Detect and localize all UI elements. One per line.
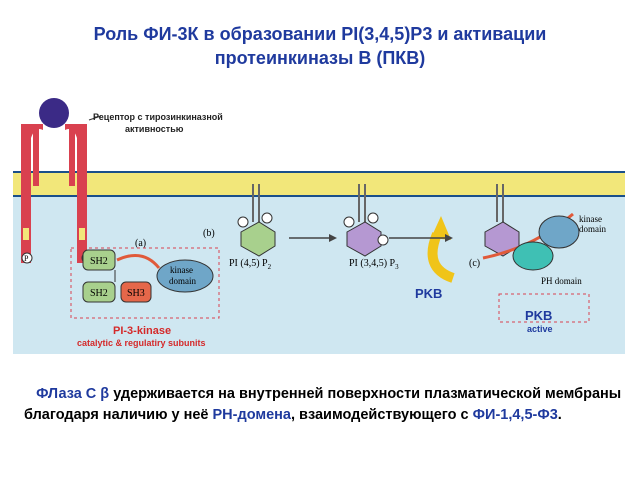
receptor-label-1: Рецептор с тирозинкиназной [93,112,223,122]
page-title [20,22,620,70]
sh3-label: SH3 [127,288,145,299]
sh2-bottom-label: SH2 [90,288,108,299]
caption-prefix: ФЛаза С β [36,386,114,402]
caption [24,384,624,426]
c-kinase-label-1: kinase [579,214,602,224]
pkb-kinase-domain [539,216,579,248]
pkb-active-sub-label: active [527,324,553,334]
diagram-svg [13,98,625,354]
pi3k-label: PI-3-kinase [113,325,172,337]
ligand-icon [39,98,69,128]
sh2-top-label: SH2 [90,256,108,267]
pkb-label: PKB [415,286,443,301]
phosphate-icon: P [24,254,29,263]
caption-part1: удерживается на внутренней поверхности плазматической мембраны благодаря наличию у неё [24,386,622,423]
caption-pip: ФИ-1,4,5-Ф3 [472,407,558,423]
title-line-1: Роль ФИ-3К в образовании PI(3,4,5)P3 и активации [93,24,547,44]
kinase-label-1: kinase [170,265,193,275]
pip3-label: PI (3,4,5) $P_3$ [349,258,399,271]
c-kinase-label-2: domain [579,224,606,234]
pip2-icon [241,222,275,256]
ph-domain-label: PH domain [541,276,582,286]
pip2-label: PI (4,5) $P_2$ [229,258,272,271]
pkb-ph-domain [513,242,553,270]
pip3-icon [347,222,381,256]
pi3k-diagram [13,98,625,354]
kinase-label-2: domain [169,276,196,286]
receptor-label-2: активностью [125,124,184,134]
pkb-recruit-arrow [433,234,453,278]
plasma-membrane [13,172,625,196]
caption-part2: , взаимодействующего с [290,407,469,423]
pi3k-sub-label: catalytic & regulatiry subunits [77,338,206,348]
title-line-2: протеинкиназы В (ПКВ) [214,48,426,68]
caption-ph: PH-домена [212,407,291,423]
panel-a-label: (a) [135,238,147,249]
panel-b-label: (b) [203,228,215,239]
panel-c-label: (c) [469,258,481,269]
extracellular-area [13,98,625,172]
caption-end: . [557,407,562,423]
pkb-active-label: PKB [525,308,553,323]
